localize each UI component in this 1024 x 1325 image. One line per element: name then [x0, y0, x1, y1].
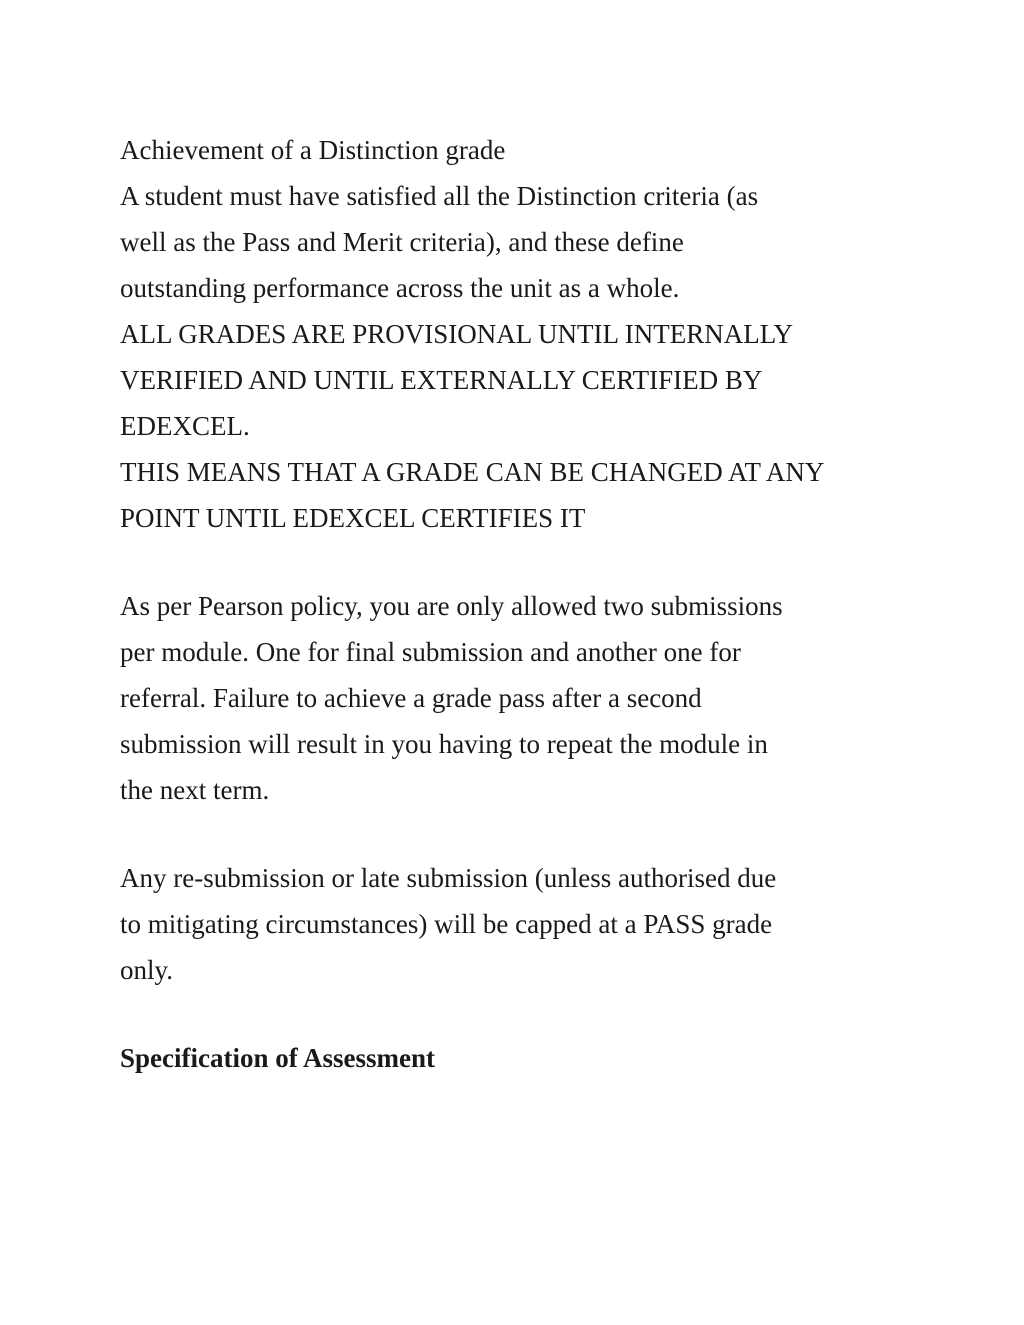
- specification-heading: Specification of Assessment: [120, 1043, 435, 1073]
- resubmission-text-line: to mitigating circumstances) will be capped at a PASS grade: [120, 909, 773, 939]
- submission-policy-paragraph: [120, 583, 900, 813]
- distinction-title: Achievement of a Distinction grade: [120, 135, 506, 165]
- provisional-notice-line: ALL GRADES ARE PROVISIONAL UNTIL INTERNALLY: [120, 319, 793, 349]
- resubmission-text-line: Any re-submission or late submission (unless authorised due: [120, 863, 777, 893]
- distinction-text-line: outstanding performance across the unit as a whole.: [120, 273, 680, 303]
- provisional-notice-line: EDEXCEL.: [120, 411, 250, 441]
- change-notice-line: THIS MEANS THAT A GRADE CAN BE CHANGED AT ANY: [120, 457, 825, 487]
- resubmission-text-line: only.: [120, 955, 173, 985]
- policy-text-line: the next term.: [120, 775, 270, 805]
- policy-text-line: per module. One for final submission and another one for: [120, 637, 741, 667]
- paragraph-spacer: [120, 993, 900, 1035]
- policy-text-line: submission will result in you having to repeat the module in: [120, 729, 768, 759]
- distinction-section: [120, 127, 900, 541]
- distinction-text-line: well as the Pass and Merit criteria), and these define: [120, 227, 684, 257]
- provisional-notice-line: VERIFIED AND UNTIL EXTERNALLY CERTIFIED BY: [120, 365, 763, 395]
- paragraph-spacer: [120, 813, 900, 855]
- document-page: [120, 127, 900, 1081]
- paragraph-spacer: [120, 541, 900, 583]
- policy-text-line: referral. Failure to achieve a grade pass after a second: [120, 683, 702, 713]
- policy-text-line: As per Pearson policy, you are only allowed two submissions: [120, 591, 783, 621]
- resubmission-paragraph: [120, 855, 900, 993]
- change-notice-line: POINT UNTIL EDEXCEL CERTIFIES IT: [120, 503, 586, 533]
- distinction-text-line: A student must have satisfied all the Distinction criteria (as: [120, 181, 759, 211]
